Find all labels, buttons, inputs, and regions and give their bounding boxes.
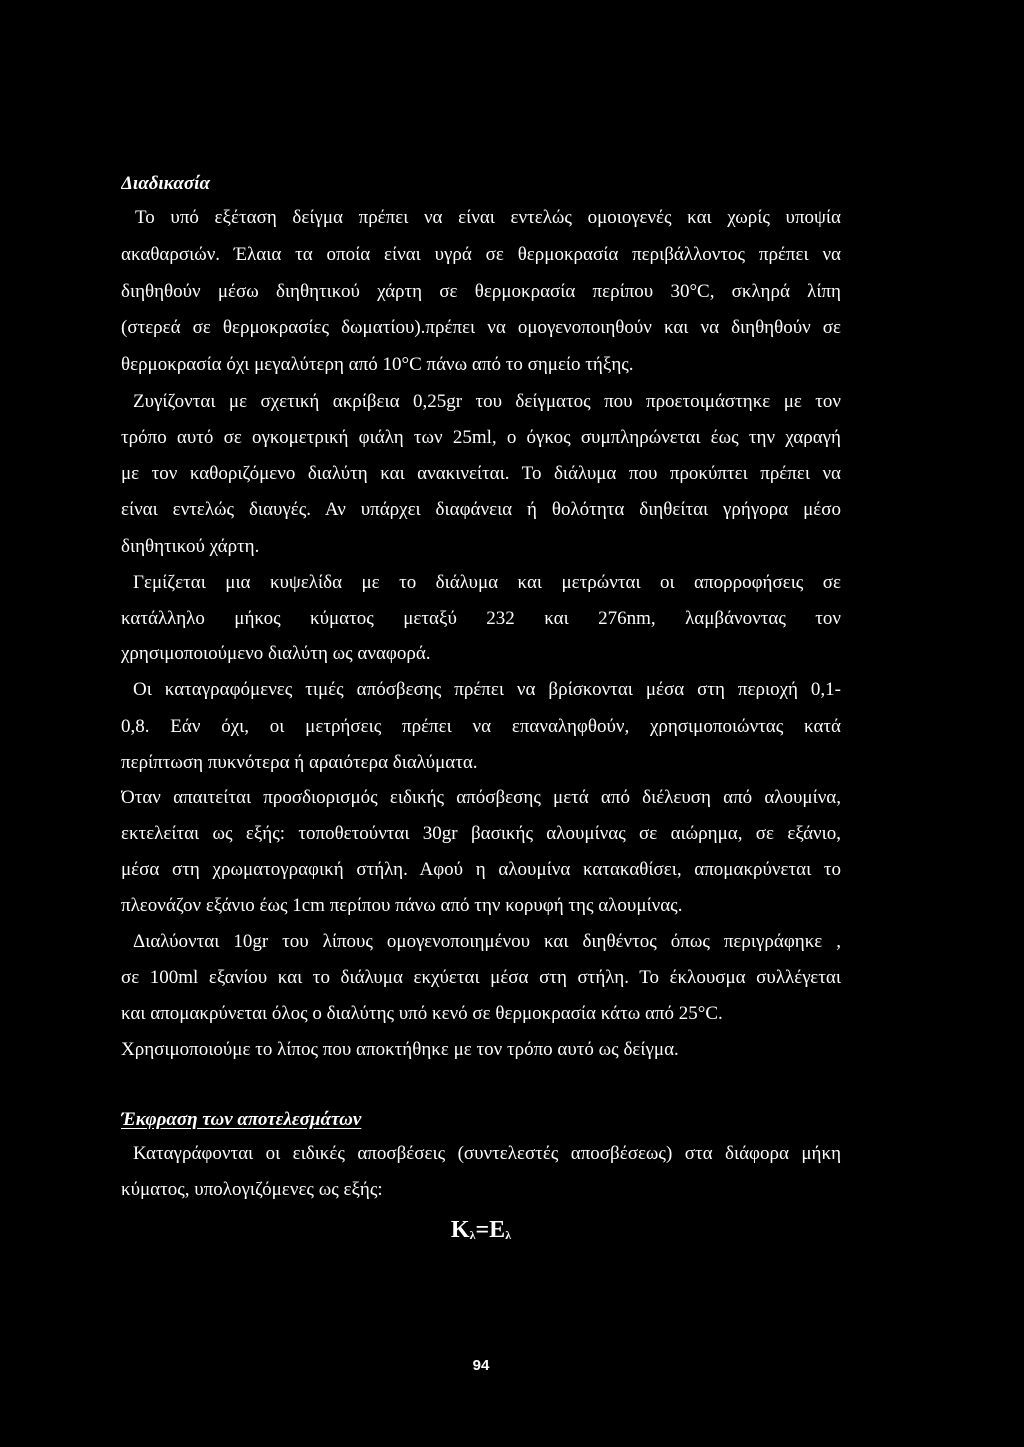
paragraph-line: ακαθαρσιών. Έλαια τα οποία είναι υγρά σε θερμοκρασία περιβάλλοντος πρέπει να [121,244,841,265]
paragraph-line: Χρησιμοποιούμε το λίπος που αποκτήθηκε με τον τρόπο αυτό ως δείγμα. [121,1039,679,1060]
paragraph-line: με τον καθοριζόμενο διαλύτη και ανακινείται. Το διάλυμα που προκύπτει πρέπει να [121,463,841,484]
paragraph-line: Διαλύονται 10gr του λίπους ομογενοποιημένου και διηθέντος όπως περιγράφηκε , [133,931,841,952]
paragraph-line: κύματος, υπολογιζόμενες ως εξής: [121,1179,383,1200]
paragraph-line: Καταγράφονται οι ειδικές αποσβέσεις (συντελεστές αποσβέσεως) στα διάφορα μήκη [133,1143,841,1164]
page-number: 94 [472,1357,490,1374]
paragraph-line: Ζυγίζονται με σχετική ακρίβεια 0,25gr του δείγματος που προετοιμάστηκε με τον [133,391,841,412]
paragraph-line: τρόπο αυτό σε ογκομετρική φιάλη των 25ml, ο όγκος συμπληρώνεται έως την χαραγή [121,427,841,448]
paragraph-line: μέσα στη χρωματογραφική στήλη. Αφού η αλουμίνα κατακαθίσει, απομακρύνεται το [121,859,841,880]
section-heading-results: Έκφραση των αποτελεσμάτων [121,1109,362,1130]
paragraph-line: 0,8. Εάν όχι, οι μετρήσεις πρέπει να επαναληφθούν, χρησιμοποιώντας κατά [121,716,841,737]
section-heading-procedure: Διαδικασία [121,173,210,194]
paragraph-line: διηθητικού χάρτη. [121,536,260,557]
paragraph-line: πλεονάζον εξάνιο έως 1cm περίπου πάνω από την κορυφή της αλουμίνας. [121,895,683,916]
paragraph-line: Το υπό εξέταση δείγμα πρέπει να είναι εντελώς ομοιογενές και χωρίς υποψία [135,207,841,228]
paragraph-line: Όταν απαιτείται προσδιορισμός ειδικής απόσβεσης μετά από διέλευση από αλουμίνα, [121,787,841,808]
paragraph-line: διηθηθούν μέσω διηθητικού χάρτη σε θερμοκρασία περίπου 30°C, σκληρά λίπη [121,281,841,302]
formula-e: E [489,1217,506,1243]
paragraph-line: Οι καταγραφόμενες τιμές απόσβεσης πρέπει να βρίσκονται μέσα στη περιοχή 0,1- [133,679,841,700]
paragraph-line: κατάλληλο μήκος κύματος μεταξύ 232 και 276nm, λαμβάνοντας τον [121,608,841,629]
paragraph-line: σε 100ml εξανίου και το διάλυμα εκχύεται μέσα στη στήλη. Το έκλουσμα συλλέγεται [121,967,841,988]
paragraph-line: (στερεά σε θερμοκρασίες δωματίου).πρέπει να ομογενοποιηθούν και να διηθηθούν σε [121,317,841,338]
paragraph-line: θερμοκρασία όχι μεγαλύτερη από 10°C πάνω από το σημείο τήξης. [121,354,634,375]
paragraph-line: και απομακρύνεται όλος ο διαλύτης υπό κενό σε θερμοκρασία κάτω από 25°C. [121,1003,723,1024]
paragraph-line: είναι εντελώς διαυγές. Αν υπάρχει διαφάνεια ή θολότητα διηθείται γρήγορα μέσο [121,499,841,520]
formula-e-subscript: λ [505,1228,512,1242]
formula [441,1216,521,1249]
paragraph-line: χρησιμοποιούμενο διαλύτη ως αναφορά. [121,643,431,664]
formula-equals: = [475,1217,490,1243]
formula-k-subscript: λ [469,1228,476,1242]
paragraph-line: Γεμίζεται μια κυψελίδα με το διάλυμα και μετρώνται οι απορροφήσεις σε [133,572,841,593]
paragraph-line: περίπτωση πυκνότερα ή αραιότερα διαλύματα. [121,752,478,773]
paragraph-line: εκτελείται ως εξής: τοποθετούνται 30gr βασικής αλουμίνας σε αιώρημα, σε εξάνιο, [121,823,841,844]
formula-k: K [450,1217,470,1243]
